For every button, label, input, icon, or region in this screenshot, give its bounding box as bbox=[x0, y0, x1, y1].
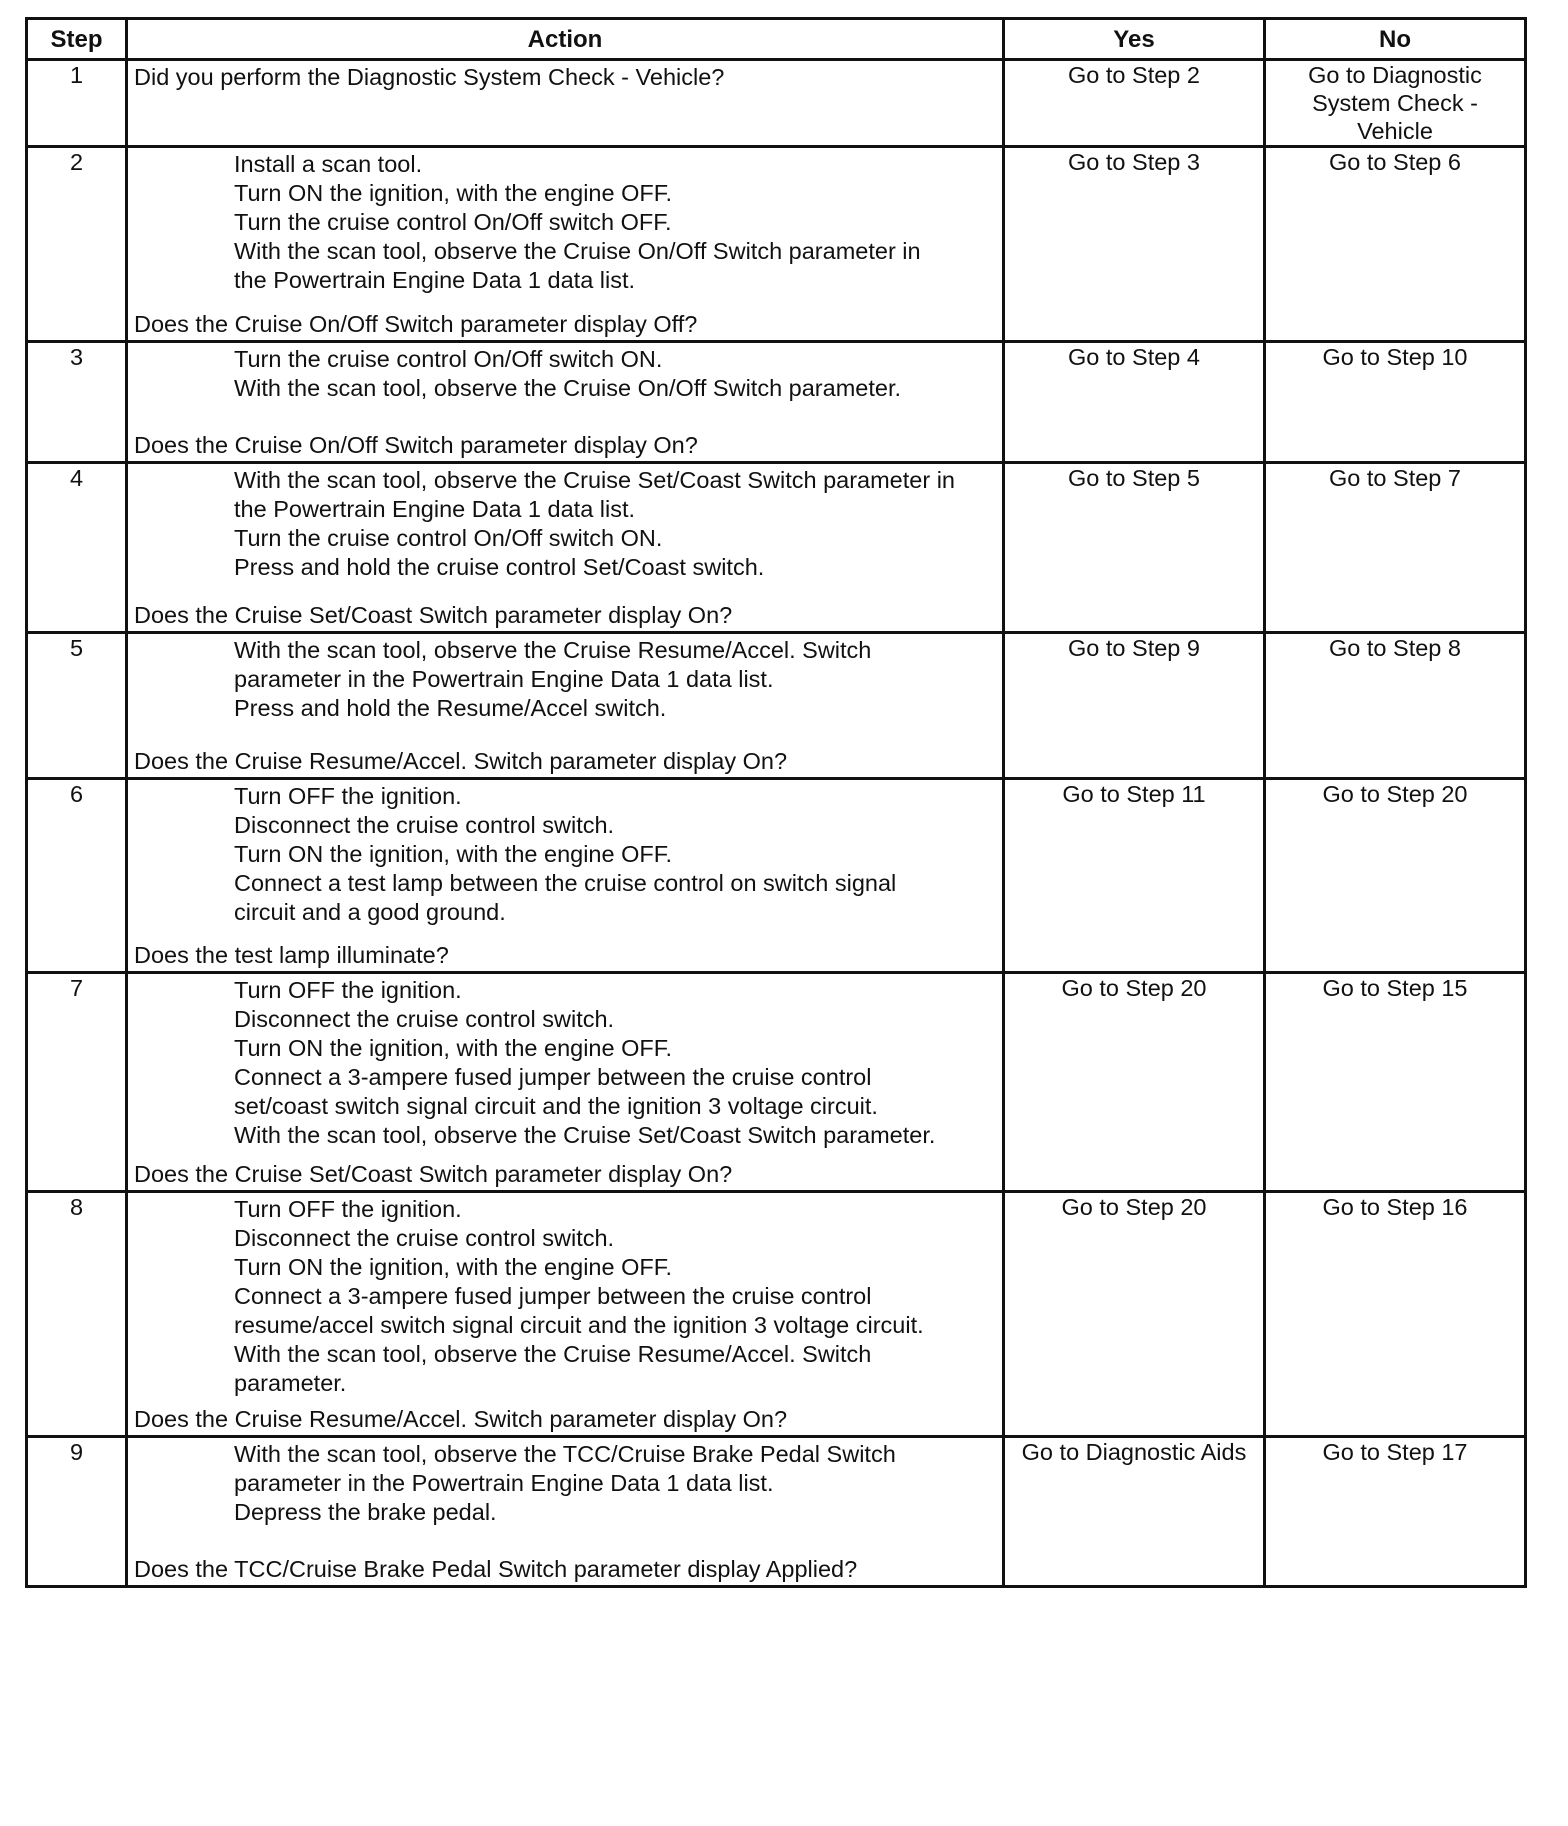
action-question: Does the Cruise Resume/Accel. Switch parameter display On? bbox=[134, 1406, 788, 1432]
table-row bbox=[27, 1192, 1526, 1437]
instruction-line: parameter in the Powertrain Engine Data 1 data list. bbox=[234, 666, 774, 692]
instruction-line: circuit and a good ground. bbox=[234, 899, 506, 925]
instruction-line: Disconnect the cruise control switch. bbox=[234, 1225, 615, 1251]
no-action bbox=[1265, 60, 1526, 147]
instruction-line: parameter. bbox=[234, 1370, 347, 1396]
yes-action: Go to Diagnostic Aids bbox=[1004, 1437, 1265, 1587]
instruction-line: Disconnect the cruise control switch. bbox=[234, 812, 615, 838]
yes-action: Go to Step 11 bbox=[1004, 779, 1265, 973]
yes-action: Go to Step 2 bbox=[1004, 60, 1265, 147]
no-action: Go to Step 8 bbox=[1265, 633, 1526, 779]
header-yes: Yes bbox=[1004, 19, 1265, 60]
no-action: Go to Step 17 bbox=[1265, 1437, 1526, 1587]
table-row bbox=[27, 60, 1526, 147]
instruction-line: With the scan tool, observe the Cruise Resume/Accel. Switch bbox=[234, 637, 872, 663]
no-action: Go to Step 16 bbox=[1265, 1192, 1526, 1437]
instruction-line: the Powertrain Engine Data 1 data list. bbox=[234, 267, 636, 293]
action-cell bbox=[127, 779, 1004, 973]
action-cell bbox=[127, 147, 1004, 342]
instruction-line: With the scan tool, observe the Cruise Set/Coast Switch parameter. bbox=[234, 1122, 936, 1148]
instruction-line: With the scan tool, observe the Cruise Set/Coast Switch parameter in bbox=[234, 467, 955, 493]
header-no: No bbox=[1265, 19, 1526, 60]
diagnostic-table bbox=[25, 17, 1527, 1588]
action-cell bbox=[127, 1192, 1004, 1437]
action-question: Does the Cruise On/Off Switch parameter display Off? bbox=[134, 311, 698, 337]
action-cell bbox=[127, 1437, 1004, 1587]
header-step: Step bbox=[27, 19, 127, 60]
step-number: 5 bbox=[27, 633, 127, 779]
instruction-line: Depress the brake pedal. bbox=[234, 1499, 497, 1525]
instruction-list bbox=[134, 636, 996, 723]
table-row bbox=[27, 779, 1526, 973]
instruction-line: Turn ON the ignition, with the engine OFF. bbox=[234, 841, 673, 867]
instruction-line: Press and hold the Resume/Accel switch. bbox=[234, 695, 667, 721]
step-number: 3 bbox=[27, 342, 127, 463]
instruction-line: Install a scan tool. bbox=[234, 151, 423, 177]
no-action-line: Go to Diagnostic bbox=[1308, 62, 1482, 88]
table-row bbox=[27, 633, 1526, 779]
instruction-line: Connect a test lamp between the cruise control on switch signal bbox=[234, 870, 897, 896]
action-question: Does the Cruise Set/Coast Switch parameter display On? bbox=[134, 602, 733, 628]
instruction-line: Disconnect the cruise control switch. bbox=[234, 1006, 615, 1032]
instruction-line: With the scan tool, observe the Cruise On/Off Switch parameter in bbox=[234, 238, 921, 264]
action-question: Does the Cruise On/Off Switch parameter display On? bbox=[134, 432, 698, 458]
action-cell bbox=[127, 463, 1004, 633]
step-number: 8 bbox=[27, 1192, 127, 1437]
instruction-line: parameter in the Powertrain Engine Data 1 data list. bbox=[234, 1470, 774, 1496]
yes-action: Go to Step 9 bbox=[1004, 633, 1265, 779]
instruction-line: With the scan tool, observe the Cruise Resume/Accel. Switch bbox=[234, 1341, 872, 1367]
table-row bbox=[27, 342, 1526, 463]
instruction-line: Turn ON the ignition, with the engine OFF. bbox=[234, 1035, 673, 1061]
action-question: Does the Cruise Set/Coast Switch parameter display On? bbox=[134, 1161, 733, 1187]
instruction-line: resume/accel switch signal circuit and the ignition 3 voltage circuit. bbox=[234, 1312, 924, 1338]
no-action: Go to Step 6 bbox=[1265, 147, 1526, 342]
action-cell bbox=[127, 342, 1004, 463]
instruction-line: Turn the cruise control On/Off switch ON. bbox=[234, 525, 663, 551]
instruction-line: Turn the cruise control On/Off switch ON. bbox=[234, 346, 663, 372]
no-action: Go to Step 7 bbox=[1265, 463, 1526, 633]
step-number: 9 bbox=[27, 1437, 127, 1587]
action-question: Did you perform the Diagnostic System Check - Vehicle? bbox=[134, 64, 725, 90]
action-question: Does the TCC/Cruise Brake Pedal Switch parameter display Applied? bbox=[134, 1556, 858, 1582]
no-action: Go to Step 15 bbox=[1265, 973, 1526, 1192]
yes-action: Go to Step 20 bbox=[1004, 973, 1265, 1192]
instruction-line: set/coast switch signal circuit and the ignition 3 voltage circuit. bbox=[234, 1093, 878, 1119]
step-number: 7 bbox=[27, 973, 127, 1192]
instruction-line: Turn OFF the ignition. bbox=[234, 1196, 462, 1222]
instruction-list bbox=[134, 150, 996, 295]
table-row bbox=[27, 973, 1526, 1192]
instruction-list bbox=[134, 345, 996, 403]
instruction-line: Turn ON the ignition, with the engine OFF. bbox=[234, 1254, 673, 1280]
instruction-list bbox=[134, 782, 996, 927]
step-number: 2 bbox=[27, 147, 127, 342]
table-row bbox=[27, 1437, 1526, 1587]
yes-action: Go to Step 3 bbox=[1004, 147, 1265, 342]
no-action: Go to Step 20 bbox=[1265, 779, 1526, 973]
instruction-line: With the scan tool, observe the TCC/Cruise Brake Pedal Switch bbox=[234, 1441, 896, 1467]
no-action: Go to Step 10 bbox=[1265, 342, 1526, 463]
instruction-line: Connect a 3-ampere fused jumper between the cruise control bbox=[234, 1064, 872, 1090]
instruction-list bbox=[134, 976, 996, 1150]
instruction-line: With the scan tool, observe the Cruise On/Off Switch parameter. bbox=[234, 375, 902, 401]
instruction-line: Turn ON the ignition, with the engine OFF. bbox=[234, 180, 673, 206]
step-number: 1 bbox=[27, 60, 127, 147]
instruction-line: Turn the cruise control On/Off switch OFF. bbox=[234, 209, 672, 235]
step-number: 6 bbox=[27, 779, 127, 973]
step-number: 4 bbox=[27, 463, 127, 633]
action-cell bbox=[127, 633, 1004, 779]
action-question: Does the test lamp illuminate? bbox=[134, 942, 449, 968]
yes-action: Go to Step 5 bbox=[1004, 463, 1265, 633]
header-row bbox=[27, 19, 1526, 60]
no-action-line: Vehicle bbox=[1357, 118, 1433, 144]
instruction-line: Press and hold the cruise control Set/Coast switch. bbox=[234, 554, 765, 580]
instruction-list bbox=[134, 1195, 996, 1398]
instruction-line: Turn OFF the ignition. bbox=[234, 977, 462, 1003]
instruction-list bbox=[134, 1440, 996, 1527]
action-cell bbox=[127, 973, 1004, 1192]
yes-action: Go to Step 20 bbox=[1004, 1192, 1265, 1437]
instruction-line: the Powertrain Engine Data 1 data list. bbox=[234, 496, 636, 522]
action-cell bbox=[127, 60, 1004, 147]
instruction-line: Connect a 3-ampere fused jumper between the cruise control bbox=[234, 1283, 872, 1309]
header-action: Action bbox=[127, 19, 1004, 60]
yes-action: Go to Step 4 bbox=[1004, 342, 1265, 463]
action-question: Does the Cruise Resume/Accel. Switch parameter display On? bbox=[134, 748, 788, 774]
no-action-line: System Check - bbox=[1312, 90, 1478, 116]
instruction-line: Turn OFF the ignition. bbox=[234, 783, 462, 809]
instruction-list bbox=[134, 466, 996, 582]
table-row bbox=[27, 147, 1526, 342]
table-row bbox=[27, 463, 1526, 633]
